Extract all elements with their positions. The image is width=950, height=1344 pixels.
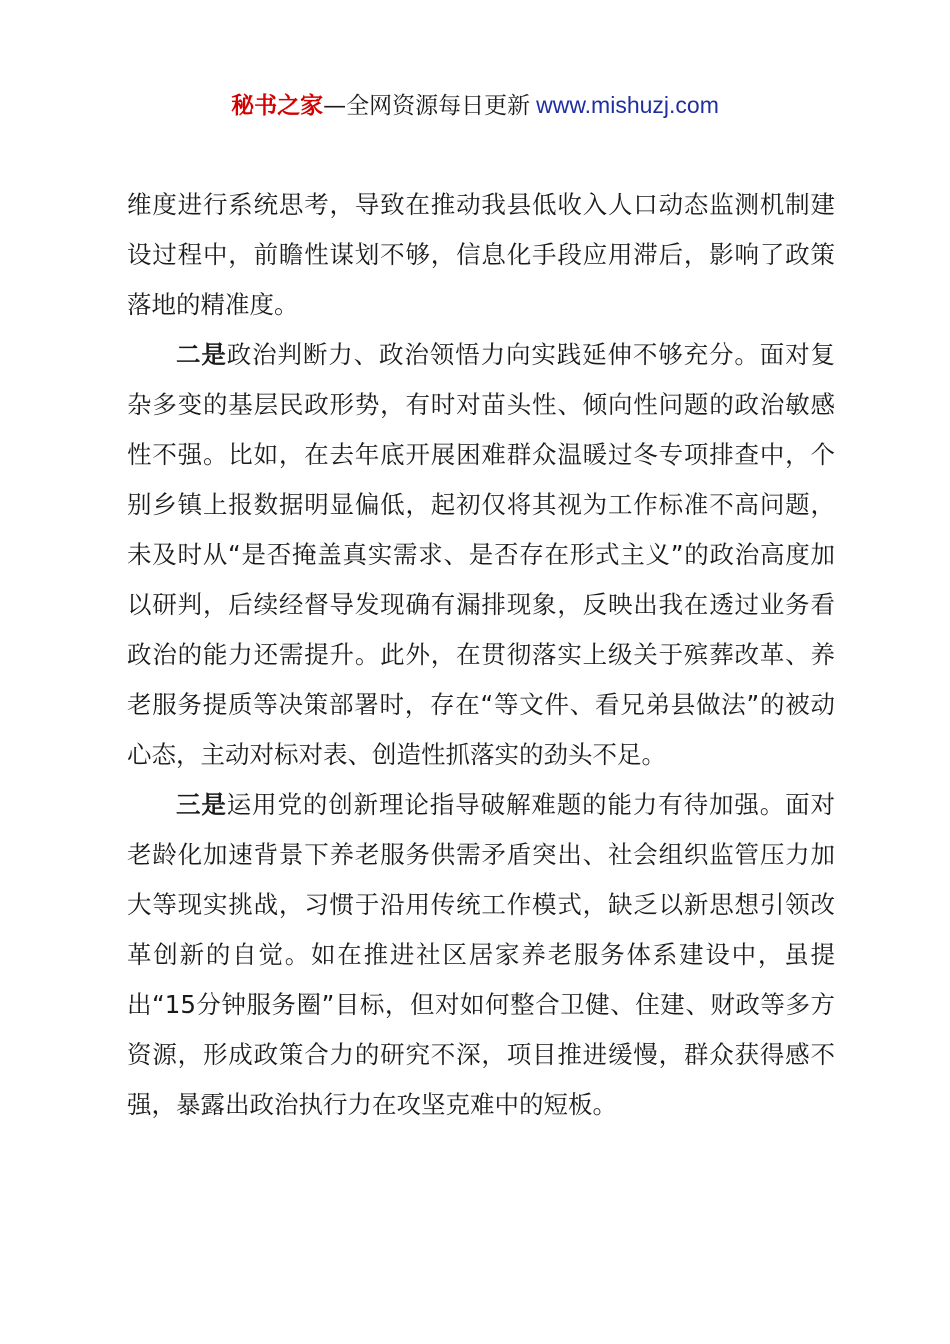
paragraph-text: 政治判断力、政治领悟力向实践延伸不够充分。面对复杂多变的基层民政形势，有时对苗头性、倾向性问题的政治敏感性不强。比如，在去年底开展困难群众温暖过冬专项排查中，个别乡镇上报数据明显偏低，起初仅将其视为工作标准不高问题，未及时从“是否掩盖真实需求、是否存在形式主义”的政治高度加以研判，后续经督导发现确有漏排现象，反映出我在透过业务看政治的能力还需提升。此外，在贯彻落实上级关于殡葬改革、养老服务提质等决策部署时，存在“等文件、看兄弟县做法”的被动心态，主动对标对表、创造性抓落实的劲头不足。 <box>127 340 836 769</box>
brand-name: 秘书之家 <box>231 93 324 119</box>
site-url-link[interactable]: www.mishuzj.com <box>536 92 719 118</box>
paragraph-point-two <box>127 330 835 780</box>
paragraph-text: 维度进行系统思考，导致在推动我县低收入人口动态监测机制建设过程中，前瞻性谋划不够，信息化手段应用滞后，影响了政策落地的精准度。 <box>127 190 835 319</box>
paragraph-lead: 二是 <box>176 340 227 369</box>
page-header <box>0 88 950 123</box>
paragraph-lead: 三是 <box>176 790 227 819</box>
header-tagline: —全网资源每日更新 <box>323 93 531 119</box>
paragraph-continuation <box>127 180 835 330</box>
paragraph-point-three <box>127 780 835 1130</box>
paragraph-text: 运用党的创新理论指导破解难题的能力有待加强。面对老龄化加速背景下养老服务供需矛盾突出、社会组织监管压力加大等现实挑战，习惯于沿用传统工作模式，缺乏以新思想引领改革创新的自觉。如在推进社区居家养老服务体系建设中，虽提出“15分钟服务圈”目标，但对如何整合卫健、住建、财政等多方资源，形成政策合力的研究不深，项目推进缓慢，群众获得感不强，暴露出政治执行力在攻坚克难中的短板。 <box>127 790 836 1119</box>
document-body <box>127 180 835 1130</box>
